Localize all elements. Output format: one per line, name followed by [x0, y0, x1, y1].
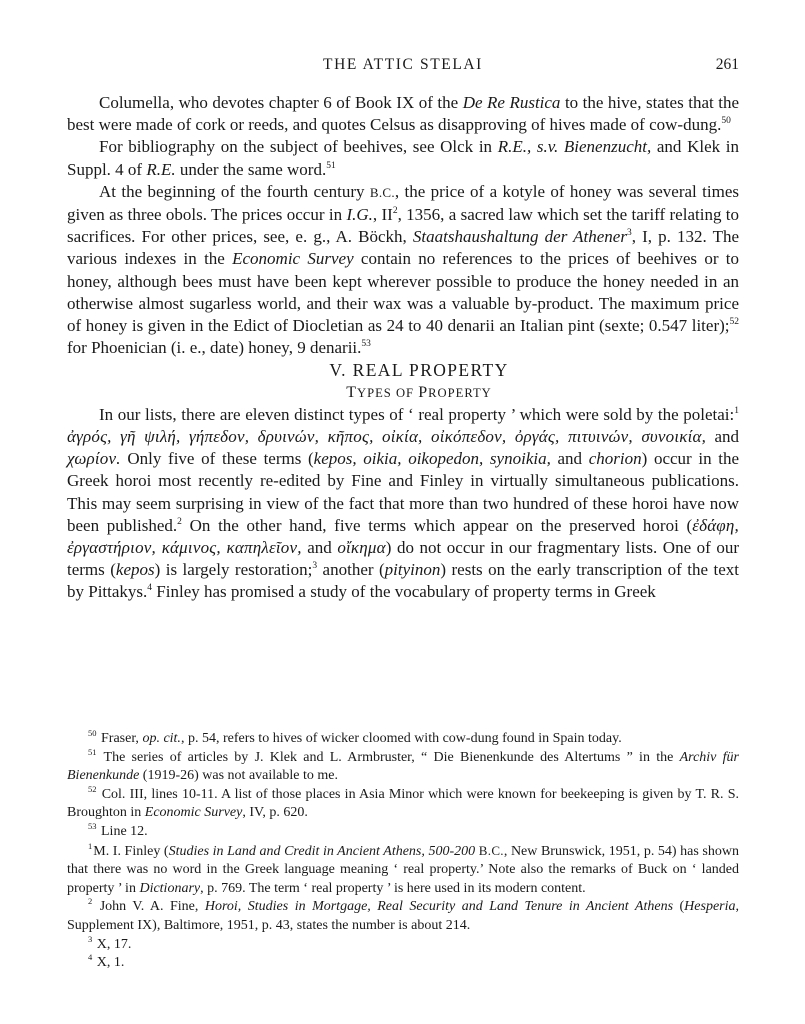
page-number: 261 [715, 56, 739, 73]
footnote-51: $^{51}$ The series of articles by J. Klek and L. Armbruster, “ Die Bienenkunde des Altertums ” in the Archiv für Bienenkunde (1919-26) was not available to me. [67, 746, 739, 784]
running-title: THE ATTIC STELAI [323, 56, 483, 73]
paragraph-bibliography: For bibliography on the subject of beehives, see Olck in R.E., s.v. Bienenzucht, and Klek in Suppl. 4 of R.E. under the same word.$^{51}$ [67, 137, 739, 179]
footnote-ref-50: 50 [721, 116, 731, 127]
paragraph-property-types: In our lists, there are eleven distinct types of ‘ real property ’ which were sold by the poletai:$^1$ ἀγρός, γῆ ψιλή, γήπεδον, δρυινών, κῆπος, οἰκία, οἰκόπεδον, ὀργάς, πιτυινών, συνοικία, and χωρίον. Only five of these terms (kepos, oikia, oikopedon, synoikia, and chorion) occur in the Greek horoi most recently re-edited by Fine and Finley in virtually simultaneous publications. This may seem surprising in view of the fact that more than two hundred of these horoi have now been published.$^2$ On the other hand, five terms which appear on the preserved horoi (ἐδάφη, ἐργαστήριον, κάμινος, καπηλεῖον, and οἴκημα) do not occur in our fragmentary lists. One of our terms (kepos) is largely restoration;$^3$ another (pityinon) rests on the early transcription of the text by Pittakys.$^4$ Finley has promised a study of the vocabulary of property terms in Greek [67, 404, 740, 602]
footnote-ref-3: 3 [312, 561, 318, 572]
footnote-ref-4: 4 [147, 583, 153, 594]
footnote-ref-1: 1 [734, 405, 739, 416]
footnote-1: $^1$M. I. Finley (Studies in Land and Credit in Ancient Athens, 500-200 B.C., New Brunswick, 1951, p. 54) has shown that there was no word in the Greek language meaning ‘ real property.’ Note also the remarks of Buck on ‘ landed property ’ in Dictionary, p. 769. The term ‘ real property ’ is here used in its modern content. [67, 840, 739, 896]
footnote-4: $^4$ X, 1. [88, 952, 125, 971]
section-heading: V. REAL PROPERTY [329, 360, 509, 381]
footnote-50: $^{50}$ Fraser, op. cit., p. 54, refers to hives of wicker cloomed with cow-dung found in Spain today. [88, 728, 622, 746]
footnote-ref-51: 51 [326, 160, 336, 171]
footnote-52: $^{52}$ Col. III, lines 10-11. A list of those places in Asia Minor which were known for beekeeping is given by T. R. S. Broughton in Economic Survey, IV, p. 620. [67, 783, 739, 821]
footnotes [67, 730, 739, 973]
paragraph-honey-prices: At the beginning of the fourth century B.C., the price of a kotyle of honey was several times given as three obols. The prices occur in I.G., $II^2$, 1356, a sacred law which set the tariff relating to sacrifices. For other prices, see, e. g., A. Böckh, Staatshaushaltung der Athener$^3$, I, p. 132. The various indexes in the Economic Survey contain no references to the prices of beehives or to honey, although bees must have been kept wherever possible to produce the honey needed in an otherwise almost sugarless world, and their wax was a valuable by-product. The maximum price of honey is given in the Edict of Diocletian as 24 to 40 denarii an Italian pint (sexte; 0.547 liter);$^{52}$ for Phoenician (i. e., date) honey, 9 denarii.$^{53}$ [67, 181, 740, 358]
footnote-ref-52: 52 [729, 317, 739, 328]
footnote-2: $^2$ John V. A. Fine, Horoi, Studies in Mortgage, Real Security and Land Tenure in Ancient Athens (Hesperia, Supplement IX), Baltimore, 1951, p. 43, states the number is about 214. [67, 896, 739, 933]
running-head [67, 56, 739, 78]
footnote-53: $^{53}$ Line 12. [88, 820, 148, 839]
footnote-3: $^3$ X, 17. [88, 933, 132, 952]
subsection-heading: TYPES OF PROPERTY [346, 383, 492, 401]
footnote-ref-2: 2 [177, 516, 182, 527]
footnote-ref-53: 53 [361, 339, 371, 350]
body-text [67, 92, 739, 604]
paragraph-columella: Columella, who devotes chapter 6 of Book IX of the De Re Rustica to the hive, states that the best were made of cork or reeds, and quotes Celsus as disapproving of hives made of cow-dung.$^{50}$ [67, 93, 739, 135]
